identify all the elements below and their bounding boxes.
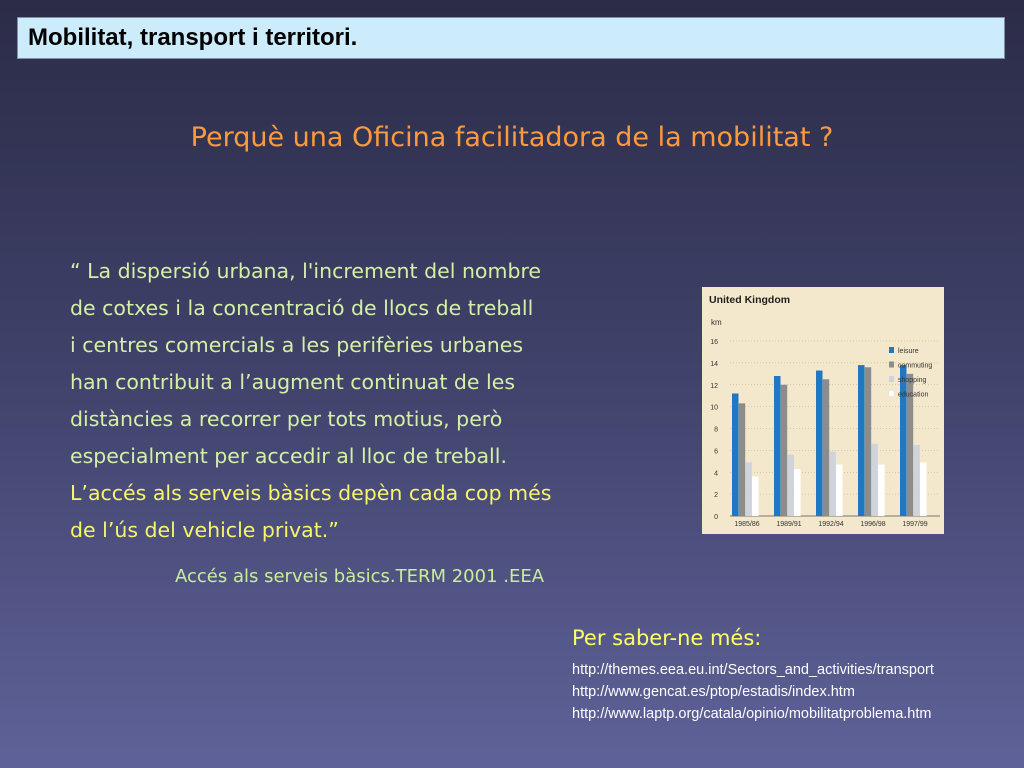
bar-commuting bbox=[781, 385, 788, 516]
y-axis-label: km bbox=[711, 318, 722, 327]
link-gencat-estadis[interactable]: http://www.gencat.es/ptop/estadis/index.htm bbox=[572, 684, 855, 700]
bar-commuting bbox=[865, 367, 872, 516]
x-tick-label: 1996/98 bbox=[860, 521, 886, 528]
header-bar bbox=[17, 17, 1005, 59]
y-tick-label: 10 bbox=[710, 404, 718, 412]
y-tick-label: 0 bbox=[714, 514, 718, 521]
legend-label: shopping bbox=[898, 377, 927, 384]
bar-chart bbox=[702, 287, 944, 534]
legend-label: education bbox=[898, 391, 929, 399]
x-tick-label: 1992/94 bbox=[818, 521, 844, 528]
quote-block bbox=[70, 253, 630, 549]
bar-shopping bbox=[829, 451, 836, 516]
slide-title: Perquè una Oficina facilitadora de la mobilitat ? bbox=[190, 122, 834, 153]
quote-line: de l’ús del vehicle privat.” bbox=[70, 518, 339, 542]
bar-education bbox=[752, 477, 759, 516]
more-info-title: Per saber-ne més: bbox=[572, 626, 762, 650]
links-list bbox=[572, 659, 934, 725]
chart-title: United Kingdom bbox=[709, 294, 791, 306]
legend-swatch bbox=[889, 362, 894, 368]
bar-leisure bbox=[858, 365, 865, 516]
bar-leisure bbox=[732, 394, 739, 517]
bar-shopping bbox=[787, 455, 794, 516]
quote-line: i centres comercials a les perifèries urbanes bbox=[70, 333, 524, 357]
legend-label: leisure bbox=[898, 348, 919, 355]
y-tick-label: 14 bbox=[710, 360, 718, 368]
bar-education bbox=[794, 469, 801, 516]
chart-panel bbox=[702, 287, 944, 534]
legend-label: commuting bbox=[898, 362, 933, 370]
quote-line: “ La dispersió urbana, l'increment del nombre bbox=[70, 259, 542, 283]
bar-education bbox=[920, 462, 927, 516]
bar-shopping bbox=[913, 445, 920, 516]
y-tick-label: 6 bbox=[714, 448, 718, 456]
quote-line: de cotxes i la concentració de llocs de treball bbox=[70, 296, 534, 320]
bar-leisure bbox=[816, 371, 823, 516]
bar-shopping bbox=[745, 462, 752, 516]
y-tick-label: 8 bbox=[714, 426, 718, 434]
legend-swatch bbox=[889, 347, 894, 353]
legend-swatch bbox=[889, 391, 894, 397]
quote-line: distàncies a recorrer per tots motius, però bbox=[70, 407, 503, 431]
link-laptp-mobilitat[interactable]: http://www.laptp.org/catala/opinio/mobilitatproblema.htm bbox=[572, 706, 932, 722]
quote-line: han contribuit a l’augment continuat de les bbox=[70, 370, 516, 394]
bar-shopping bbox=[871, 444, 878, 516]
bar-leisure bbox=[900, 365, 907, 516]
y-tick-label: 12 bbox=[710, 382, 718, 390]
quote-source: Accés als serveis bàsics.TERM 2001 .EEA bbox=[175, 566, 545, 587]
bar-education bbox=[878, 465, 885, 516]
bar-education bbox=[836, 465, 843, 516]
y-tick-label: 16 bbox=[710, 339, 718, 346]
header-title: Mobilitat, transport i territori. bbox=[28, 24, 358, 51]
quote-line: especialment per accedir al lloc de treball. bbox=[70, 444, 507, 468]
y-tick-label: 2 bbox=[714, 492, 718, 500]
x-tick-label: 1985/86 bbox=[734, 521, 760, 528]
y-tick-label: 4 bbox=[714, 470, 718, 478]
x-tick-label: 1997/99 bbox=[902, 521, 928, 528]
link-eea-transport[interactable]: http://themes.eea.eu.int/Sectors_and_activities/transport bbox=[572, 662, 934, 678]
bar-leisure bbox=[774, 376, 781, 516]
bar-commuting bbox=[823, 379, 830, 516]
x-tick-label: 1989/91 bbox=[776, 521, 802, 528]
legend-swatch bbox=[889, 376, 894, 382]
quote-line: L’accés als serveis bàsics depèn cada cop més bbox=[70, 481, 552, 505]
bar-commuting bbox=[739, 403, 746, 516]
